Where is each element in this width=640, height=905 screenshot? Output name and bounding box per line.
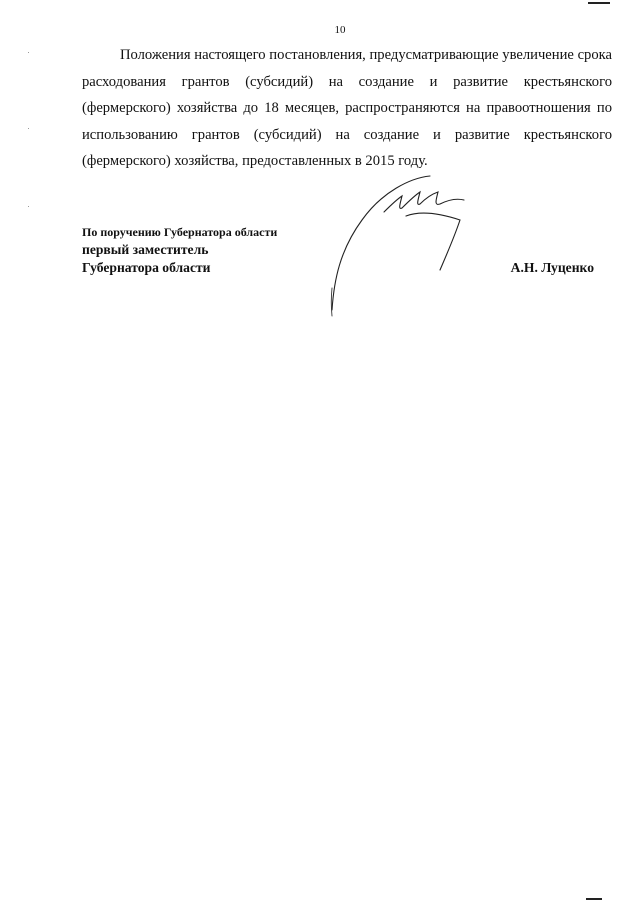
signature-block-line-1: По поручению Губернатора области	[82, 225, 278, 239]
body-paragraph: Положения настоящего постановления, предусматривающие увеличение срока расходования грантов (субсидий) на создание и развитие крестьянского (фермерского) хозяйства до 18 месяцев, распространяются на правоотношения по использованию грантов (субсидий) на создание и развитие крестьянского (фермерского) хозяйства, предоставленных в 2015 году.	[82, 47, 612, 169]
scan-dot	[28, 52, 29, 53]
handwritten-signature	[322, 170, 482, 320]
scan-mark-top	[588, 2, 610, 4]
scan-mark-bottom	[586, 898, 602, 900]
scan-dot	[28, 128, 29, 129]
signature-block-line-3: Губернатора области	[82, 260, 211, 275]
page-number: 10	[334, 24, 346, 36]
signature-block-line-2: первый заместитель	[82, 242, 209, 257]
scan-dot	[28, 206, 29, 207]
signer-name: А.Н. Луценко	[510, 260, 594, 275]
